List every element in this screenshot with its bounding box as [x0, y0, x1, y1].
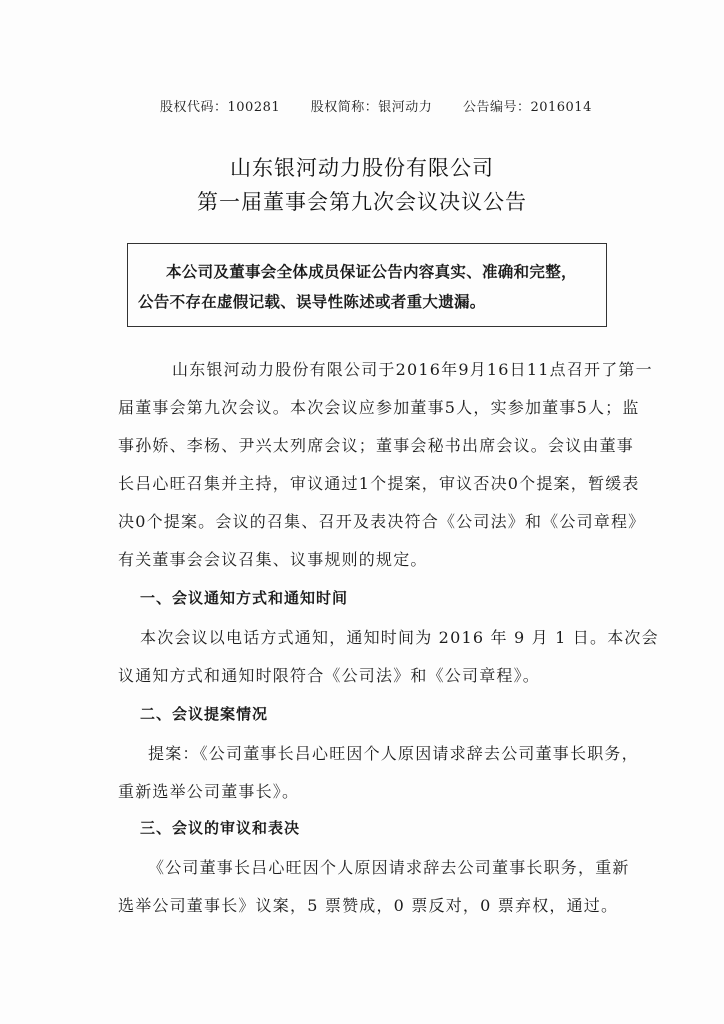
- section-heading-notice: 一、会议通知方式和通知时间: [140, 589, 349, 607]
- intro-line-4: 长吕心旺召集并主持，审议通过1个提案，审议否决0个提案，暂缓表: [118, 474, 640, 493]
- announcement-title: 第一届董事会第九次会议决议公告: [197, 190, 527, 214]
- section3-line-2: 选举公司董事长》议案，5 票赞成，0 票反对，0 票弃权，通过。: [118, 896, 619, 915]
- section3-line-1: 《公司董事长吕心旺因个人原因请求辞去公司董事长职务，重新: [148, 858, 630, 877]
- section1-line-2: 议通知方式和通知时限符合《公司法》和《公司章程》。: [118, 666, 541, 685]
- stock-code: 股权代码：100281: [160, 100, 281, 115]
- stock-name: 股权简称：银河动力: [310, 100, 433, 115]
- disclaimer-line-2: 公告不存在虚假记载、误导性陈述或者重大遗漏。: [138, 292, 486, 311]
- intro-line-6: 有关董事会会议召集、议事规则的规定。: [118, 550, 428, 569]
- intro-line-5: 决0个提案。会议的召集、召开及表决符合《公司法》和《公司章程》: [118, 512, 646, 531]
- section-heading-proposal: 二、会议提案情况: [140, 705, 269, 723]
- section2-line-1: 提案：《公司董事长吕心旺因个人原因请求辞去公司董事长职务，: [148, 744, 639, 763]
- announcement-number: 公告编号：2016014: [462, 100, 592, 115]
- intro-line-2: 届董事会第九次会议。本次会议应参加董事5人，实参加董事5人；监: [118, 398, 640, 417]
- document-header: [160, 96, 618, 115]
- disclaimer-box: [127, 243, 607, 327]
- section2-line-2: 重新选举公司董事长》。: [118, 782, 300, 801]
- intro-line-1: 山东银河动力股份有限公司于2016年9月16日11点召开了第一: [172, 360, 653, 379]
- intro-line-3: 事孙娇、李杨、尹兴太列席会议；董事会秘书出席会议。会议由董事: [118, 436, 635, 455]
- section-heading-vote: 三、会议的审议和表决: [140, 819, 301, 837]
- section1-line-1: 本次会议以电话方式通知，通知时间为 2016 年 9 月 1 日。本次会: [140, 628, 659, 647]
- company-title: 山东银河动力股份有限公司: [230, 156, 494, 180]
- disclaimer-line-1: 本公司及董事会全体成员保证公告内容真实、准确和完整，: [166, 262, 577, 281]
